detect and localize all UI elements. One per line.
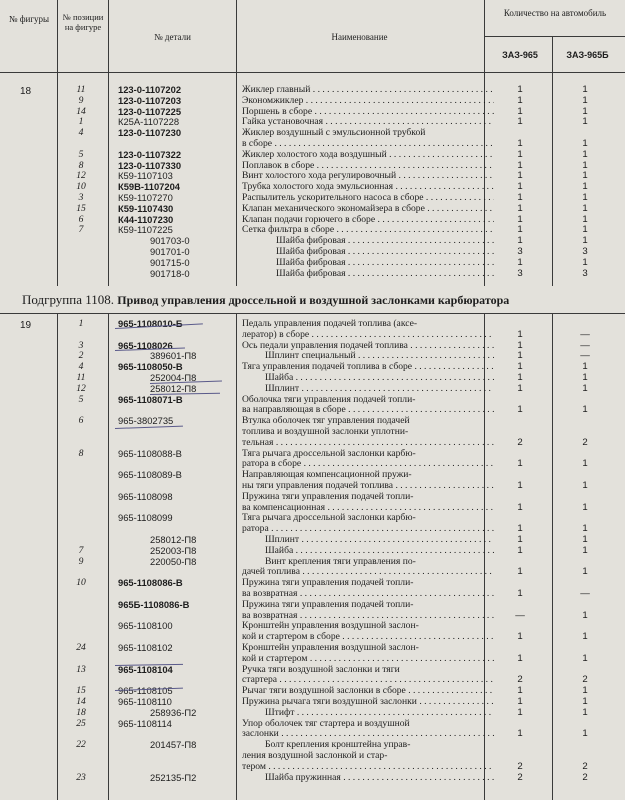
table-row: [0, 394, 625, 405]
position-cell: 15: [76, 685, 86, 697]
part-number-cell: 901718-0: [150, 267, 190, 279]
qty-zaz965-cell: 1: [517, 480, 523, 491]
subgroup-prefix: Подгруппа 1108.: [22, 292, 114, 307]
part-name-cell: Жиклер воздушный с эмульсионной трубкой: [242, 127, 426, 139]
qty-zaz965b-cell: 1: [582, 480, 588, 491]
part-name-cell: Тяга управления подачей топлива в сборе . . .: [242, 361, 494, 372]
part-name-cell: Гайка установочная . . .: [242, 116, 494, 127]
qty-zaz965b-cell: 1: [582, 224, 588, 236]
position-cell: 11: [76, 372, 86, 383]
table-row: [0, 181, 625, 192]
part-name-cell: ва направляющая в сборе . . .: [242, 404, 494, 415]
qty-zaz965b-cell: 1: [582, 382, 588, 394]
table-row: [0, 534, 625, 545]
qty-zaz965-cell: 1: [517, 588, 523, 599]
part-number-cell: 965-3802735: [118, 415, 174, 427]
part-number-cell: 258012-П8: [150, 534, 197, 545]
part-name-cell: Тяга рычага дроссельной заслонки карбю-: [242, 512, 416, 524]
table-row: [0, 214, 625, 225]
qty-zaz965b-cell: 1: [582, 706, 588, 718]
part-name-cell: Втулка оболочек тяг управления подачей: [242, 415, 410, 427]
part-number-cell: 901715-0: [150, 256, 190, 268]
position-cell: 18: [76, 706, 86, 718]
qty-zaz965b-cell: 1: [582, 116, 588, 128]
qty-zaz965-cell: 1: [517, 170, 523, 182]
part-number-cell: 252004-П8: [150, 372, 197, 383]
qty-zaz965b-cell: 1: [582, 213, 588, 225]
part-name-cell: Штифт . . .: [265, 707, 494, 718]
qty-zaz965b-cell: 1: [582, 685, 588, 697]
qty-zaz965b-cell: 2: [582, 436, 588, 448]
part-name-cell: Распылитель ускорительного насоса в сборе . . .: [242, 192, 494, 203]
qty-zaz965-cell: 2: [517, 760, 523, 772]
table-row: [0, 577, 625, 588]
table-row: [0, 235, 625, 246]
header-col-zaz965: ЗАЗ-965: [502, 50, 538, 60]
qty-zaz965b-cell: 1: [582, 202, 588, 214]
qty-zaz965b-cell: 1: [582, 631, 588, 643]
part-name-cell: Упор оболочек тяг стартера и воздушной: [242, 717, 410, 729]
part-name-cell: Жиклер холостого хода воздушный . . .: [242, 149, 494, 160]
part-name-cell: Шайба . . .: [265, 545, 494, 556]
part-name-cell: Тяга рычага дроссельной заслонки карбю-: [242, 447, 416, 459]
qty-zaz965b-cell: 1: [582, 256, 588, 268]
table-row: [0, 718, 625, 729]
part-number-cell: 258012-П8: [150, 382, 197, 394]
part-name-cell: топлива и воздушной заслонки уплотни-: [242, 426, 409, 437]
qty-zaz965-cell: 1: [517, 706, 523, 718]
part-number-cell: 123-0-1107330: [118, 159, 182, 171]
qty-zaz965b-cell: 1: [582, 235, 588, 247]
part-number-cell: 965-1108050-В: [118, 361, 183, 373]
table-row: [0, 588, 625, 599]
figure-18-label: 18: [20, 86, 32, 97]
qty-zaz965b-cell: 1: [582, 105, 588, 117]
part-number-cell: 965-1108071-В: [118, 393, 183, 405]
part-name-cell: Экономжиклер . . .: [242, 95, 494, 106]
qty-zaz965-cell: 1: [517, 361, 523, 373]
part-number-cell: 123-0-1107322: [118, 148, 182, 160]
position-cell: 12: [76, 170, 86, 182]
qty-zaz965-cell: 1: [517, 685, 523, 697]
part-name-cell: заслонки . . .: [242, 728, 494, 739]
part-name-cell: Пружина тяги управления подачей топли-: [242, 577, 414, 589]
part-name-cell: Шайба фибровая . . .: [276, 257, 494, 268]
qty-zaz965b-cell: 2: [582, 674, 588, 686]
qty-zaz965-cell: 1: [517, 202, 523, 214]
qty-zaz965b-cell: —: [580, 588, 590, 599]
qty-zaz965b-cell: 1: [582, 501, 588, 513]
table-row: [0, 437, 625, 448]
qty-zaz965-cell: 1: [517, 192, 523, 203]
qty-subheader-rule: [485, 36, 625, 37]
table-row: [0, 426, 625, 437]
qty-zaz965-cell: 1: [517, 631, 523, 643]
part-name-cell: тером . . .: [242, 761, 494, 772]
part-number-cell: К59-1107225: [118, 224, 173, 236]
qty-zaz965-cell: 3: [517, 246, 523, 257]
qty-zaz965-cell: 1: [517, 728, 523, 740]
qty-zaz965b-cell: 1: [582, 696, 588, 707]
table-row: [0, 448, 625, 459]
qty-zaz965-cell: 1: [517, 116, 523, 128]
qty-zaz965-cell: 1: [517, 501, 523, 513]
qty-zaz965b-cell: 1: [582, 544, 588, 556]
part-name-cell: Пружина тяги управления подачей топли-: [242, 490, 414, 502]
table-row: [0, 203, 625, 214]
qty-zaz965-cell: 1: [517, 84, 523, 95]
part-name-cell: Поршень в сборе . . .: [242, 106, 494, 117]
part-number-cell: 965-1108086-В: [118, 577, 183, 589]
qty-zaz965b-cell: 2: [582, 771, 588, 783]
part-number-cell: 965-1108100: [118, 620, 173, 632]
position-cell: 4: [78, 361, 84, 373]
part-number-cell: 220050-П8: [150, 555, 197, 567]
part-number-cell: 389601-П8: [150, 350, 197, 362]
table-row: [0, 480, 625, 491]
table-row: [0, 350, 625, 361]
part-name-cell: Кронштейн управления воздушной заслон-: [242, 620, 419, 632]
position-cell: 10: [76, 577, 86, 589]
part-name-cell: кой и стартером . . .: [242, 653, 494, 664]
qty-zaz965b-cell: 1: [582, 652, 588, 664]
subgroup-title: [22, 292, 509, 308]
qty-zaz965b-cell: 1: [582, 609, 588, 621]
part-name-cell: стартера . . .: [242, 674, 494, 685]
part-number-cell: 965-1108099: [118, 512, 173, 524]
table-row: [0, 257, 625, 268]
qty-zaz965b-cell: 1: [582, 523, 588, 535]
position-cell: 10: [76, 181, 86, 193]
qty-zaz965b-cell: —: [580, 339, 590, 351]
qty-zaz965-cell: 1: [517, 159, 523, 171]
qty-zaz965-cell: 2: [517, 436, 523, 448]
table-row: [0, 127, 625, 138]
qty-zaz965-cell: 1: [517, 696, 523, 707]
subgroup-name: Привод управления дроссельной и воздушной заслонками карбюратора: [117, 293, 510, 307]
part-name-cell: Ручка тяги воздушной заслонки и тяги: [242, 663, 400, 675]
part-number-cell: 965Б-1108086-В: [118, 598, 190, 610]
qty-zaz965-cell: 1: [517, 372, 523, 383]
part-name-cell: в сборе . . .: [242, 138, 494, 149]
header-position: № позиции на фигуре: [62, 12, 104, 32]
part-number-cell: 965-1108104: [118, 663, 173, 675]
part-name-cell: Рычаг тяги воздушной заслонки в сборе . . .: [242, 685, 494, 696]
position-cell: 4: [78, 127, 84, 139]
qty-zaz965b-cell: —: [580, 328, 590, 340]
table-row: [0, 642, 625, 653]
table-row: [0, 523, 625, 534]
part-number-cell: 965-1108102: [118, 642, 173, 653]
qty-zaz965-cell: 1: [517, 544, 523, 556]
qty-zaz965b-cell: 1: [582, 170, 588, 182]
qty-zaz965-cell: 1: [517, 458, 523, 470]
qty-zaz965b-cell: 1: [582, 728, 588, 740]
table-row: [0, 246, 625, 257]
table-row: [0, 631, 625, 642]
qty-zaz965b-cell: —: [580, 350, 590, 362]
part-name-cell: лератор) в сборе . . .: [242, 329, 494, 340]
part-name-cell: Сетка фильтра в сборе . . .: [242, 224, 494, 235]
table-row: [0, 545, 625, 556]
table-row: [0, 415, 625, 426]
qty-zaz965b-cell: 1: [582, 148, 588, 160]
part-number-cell: К59-1107103: [118, 170, 173, 182]
part-name-cell: Жиклер главный . . .: [242, 84, 494, 95]
qty-zaz965b-cell: 1: [582, 566, 588, 578]
qty-zaz965-cell: 1: [517, 534, 523, 545]
position-cell: 7: [78, 224, 84, 236]
table-row: [0, 361, 625, 372]
position-cell: 9: [78, 555, 84, 567]
part-number-cell: 252135-П2: [150, 771, 197, 783]
table-row: [0, 696, 625, 707]
qty-zaz965-cell: 1: [517, 235, 523, 247]
qty-zaz965b-cell: 1: [582, 361, 588, 373]
table-row: [0, 556, 625, 567]
part-name-cell: ратора в сборе . . .: [242, 458, 494, 469]
part-name-cell: Оболочка тяги управления подачей топли-: [242, 393, 416, 405]
qty-zaz965-cell: 1: [517, 94, 523, 106]
qty-zaz965b-cell: 3: [582, 267, 588, 279]
position-cell: 23: [76, 771, 86, 783]
table-row: [0, 268, 625, 279]
qty-zaz965b-cell: 1: [582, 94, 588, 106]
position-cell: 3: [78, 339, 84, 351]
header-bottom-rule: [0, 72, 625, 73]
qty-zaz965b-cell: 1: [582, 404, 588, 416]
part-name-cell: ления воздушной заслонкой и стар-: [242, 750, 388, 761]
table-row: [0, 653, 625, 664]
part-name-cell: Ось педали управления подачей топлива . . .: [242, 340, 494, 351]
part-number-cell: 123-0-1107203: [118, 94, 182, 106]
qty-zaz965b-cell: 1: [582, 458, 588, 470]
part-number-cell: К25А-1107228: [118, 116, 180, 128]
qty-zaz965b-cell: 1: [582, 372, 588, 383]
part-name-cell: Шайба фибровая . . .: [276, 235, 494, 246]
part-name-cell: Шайба пружинная . . .: [265, 772, 494, 783]
table-row: [0, 739, 625, 750]
table-row: [0, 502, 625, 513]
position-cell: 14: [76, 696, 86, 707]
part-name-cell: Шайба фибровая . . .: [276, 268, 494, 279]
position-cell: 22: [76, 739, 86, 751]
qty-zaz965-cell: 2: [517, 674, 523, 686]
position-cell: 6: [78, 213, 84, 225]
table-row: [0, 610, 625, 621]
part-number-cell: 123-0-1107225: [118, 105, 182, 117]
subgroup-bottom-rule: [0, 313, 625, 314]
part-name-cell: Пружина рычага тяги воздушной заслонки . . .: [242, 696, 494, 707]
part-number-cell: К59-1107430: [118, 202, 174, 214]
position-cell: 24: [76, 642, 86, 653]
qty-zaz965b-cell: 1: [582, 84, 588, 95]
table-row: [0, 170, 625, 181]
header-part-number: № детали: [154, 32, 191, 42]
table-row: [0, 566, 625, 577]
header-col-zaz965b: ЗАЗ-965Б: [566, 50, 609, 60]
part-name-cell: Клапан механического экономайзера в сборе . . .: [242, 203, 494, 214]
part-number-cell: К44-1107230: [118, 213, 174, 225]
part-name-cell: Поплавок в сборе . . .: [242, 160, 494, 171]
part-name-cell: Педаль управления подачей топлива (аксе-: [242, 318, 418, 329]
table-row: [0, 458, 625, 469]
table-row: [0, 329, 625, 340]
table-row: [0, 599, 625, 610]
part-number-cell: 901701-0: [150, 246, 190, 257]
qty-zaz965-cell: 1: [517, 566, 523, 578]
qty-zaz965-cell: 1: [517, 350, 523, 362]
position-cell: 8: [78, 159, 84, 171]
qty-zaz965b-cell: 3: [582, 246, 588, 257]
header-quantity: Количество на автомобиль: [503, 8, 607, 18]
qty-zaz965-cell: 1: [517, 382, 523, 394]
qty-zaz965-cell: 1: [517, 213, 523, 225]
part-number-cell: 201457-П8: [150, 739, 197, 751]
table-row: [0, 149, 625, 160]
part-name-cell: ны тяги управления подачей топлива . . .: [242, 480, 494, 491]
table-row: [0, 620, 625, 631]
qty-zaz965-cell: 2: [517, 771, 523, 783]
position-cell: 14: [76, 105, 86, 117]
table-row: [0, 372, 625, 383]
part-number-cell: 123-0-1107202: [118, 84, 182, 95]
part-name-cell: Шайба . . .: [265, 372, 494, 383]
position-cell: 8: [78, 447, 84, 459]
table-row: [0, 160, 625, 171]
part-number-cell: 965-1108114: [118, 717, 172, 729]
part-name-cell: Трубка холостого хода эмульсионная . . .: [242, 181, 494, 192]
part-number-cell: 965-1108098: [118, 490, 173, 502]
qty-zaz965-cell: —: [515, 609, 525, 621]
table-row: [0, 106, 625, 117]
qty-zaz965b-cell: 2: [582, 760, 588, 772]
header-name: Наименование: [331, 32, 388, 42]
position-cell: 5: [78, 393, 84, 405]
qty-zaz965b-cell: 1: [582, 181, 588, 193]
table-row: [0, 318, 625, 329]
figure-19-label: 19: [20, 320, 32, 331]
table-row: [0, 664, 625, 675]
qty-zaz965-cell: 1: [517, 138, 523, 149]
part-name-cell: дачей топлива . . .: [242, 566, 494, 577]
position-cell: 9: [78, 94, 84, 106]
table-row: [0, 674, 625, 685]
position-cell: 11: [76, 84, 86, 95]
header-figure: № фигуры: [8, 14, 50, 24]
table-row: [0, 761, 625, 772]
qty-zaz965-cell: 3: [517, 267, 523, 279]
table-row: [0, 772, 625, 783]
position-cell: 2: [78, 350, 84, 362]
part-number-cell: 901703-0: [150, 235, 190, 247]
table-row: [0, 750, 625, 761]
part-number-cell: 252003-П8: [150, 544, 197, 556]
part-name-cell: Пружина тяги управления подачей топли-: [242, 598, 414, 610]
qty-zaz965-cell: 1: [517, 105, 523, 117]
part-number-cell: 965-1108089-В: [118, 469, 182, 481]
position-cell: 13: [76, 663, 86, 675]
part-number-cell: 965-1108110: [118, 696, 172, 707]
position-cell: 6: [78, 415, 84, 427]
qty-zaz965-cell: 1: [517, 224, 523, 236]
part-number-cell: 123-0-1107230: [118, 127, 182, 139]
table-row: [0, 404, 625, 415]
part-name-cell: кой и стартером в сборе . . .: [242, 631, 494, 642]
qty-zaz965-cell: 1: [517, 652, 523, 664]
qty-zaz965-cell: 1: [517, 339, 523, 351]
qty-zaz965b-cell: 1: [582, 159, 588, 171]
position-cell: 15: [76, 202, 86, 214]
table-row: [0, 491, 625, 502]
position-cell: 1: [78, 116, 84, 128]
table-row: [0, 224, 625, 235]
part-name-cell: Кронштейн управления воздушной заслон-: [242, 642, 419, 653]
table-row: [0, 728, 625, 739]
part-number-cell: 258936-П2: [150, 706, 197, 718]
part-name-cell: Шайба фибровая . . .: [276, 246, 494, 257]
part-name-cell: тельная . . .: [242, 437, 494, 448]
table-row: [0, 95, 625, 106]
part-name-cell: Шплинт . . .: [265, 383, 494, 394]
part-number-cell: К59В-1107204: [118, 181, 181, 193]
part-number-cell: 965-1108010-Б: [118, 318, 183, 329]
qty-zaz965-cell: 1: [517, 328, 523, 340]
table-row: [0, 707, 625, 718]
position-cell: 3: [78, 192, 84, 203]
part-name-cell: Винт крепления тяги управления по-: [265, 555, 416, 567]
table-row: [0, 340, 625, 351]
qty-zaz965-cell: 1: [517, 404, 523, 416]
part-name-cell: Винт холостого хода регулировочный . . .: [242, 170, 494, 181]
part-name-cell: Болт крепления кронштейна управ-: [265, 739, 411, 751]
qty-zaz965b-cell: 1: [582, 534, 588, 545]
position-cell: 7: [78, 544, 84, 556]
part-name-cell: Направляющая компенсационной пружи-: [242, 469, 412, 481]
position-cell: 25: [76, 717, 86, 729]
part-name-cell: Шплинт . . .: [265, 534, 494, 545]
qty-zaz965b-cell: 1: [582, 192, 588, 203]
position-cell: 5: [78, 148, 84, 160]
qty-zaz965-cell: 1: [517, 523, 523, 535]
part-number-cell: 965-1108088-В: [118, 447, 182, 459]
qty-zaz965-cell: 1: [517, 181, 523, 193]
table-row: [0, 383, 625, 394]
part-name-cell: ва возвратная . . .: [242, 588, 494, 599]
part-number-cell: 965-1108026: [118, 339, 173, 351]
part-name-cell: ратора . . .: [242, 523, 494, 534]
table-row: [0, 512, 625, 523]
part-name-cell: Клапан подачи горючего в сборе . . .: [242, 214, 494, 225]
part-number-cell: К59-1107270: [118, 192, 173, 203]
qty-zaz965-cell: 1: [517, 148, 523, 160]
part-name-cell: Шплинт специальный . . .: [265, 350, 494, 361]
table-row: [0, 685, 625, 696]
table-row: [0, 116, 625, 127]
position-cell: 1: [78, 318, 84, 329]
qty-zaz965-cell: 1: [517, 256, 523, 268]
table-row: [0, 192, 625, 203]
position-cell: 12: [76, 382, 86, 394]
qty-zaz965b-cell: 1: [582, 138, 588, 149]
table-row: [0, 84, 625, 95]
table-row: [0, 469, 625, 480]
part-name-cell: ва возвратная . . .: [242, 610, 494, 621]
table-row: [0, 138, 625, 149]
part-number-cell: 965-1108105: [118, 685, 173, 697]
part-name-cell: ва компенсационная . . .: [242, 502, 494, 513]
